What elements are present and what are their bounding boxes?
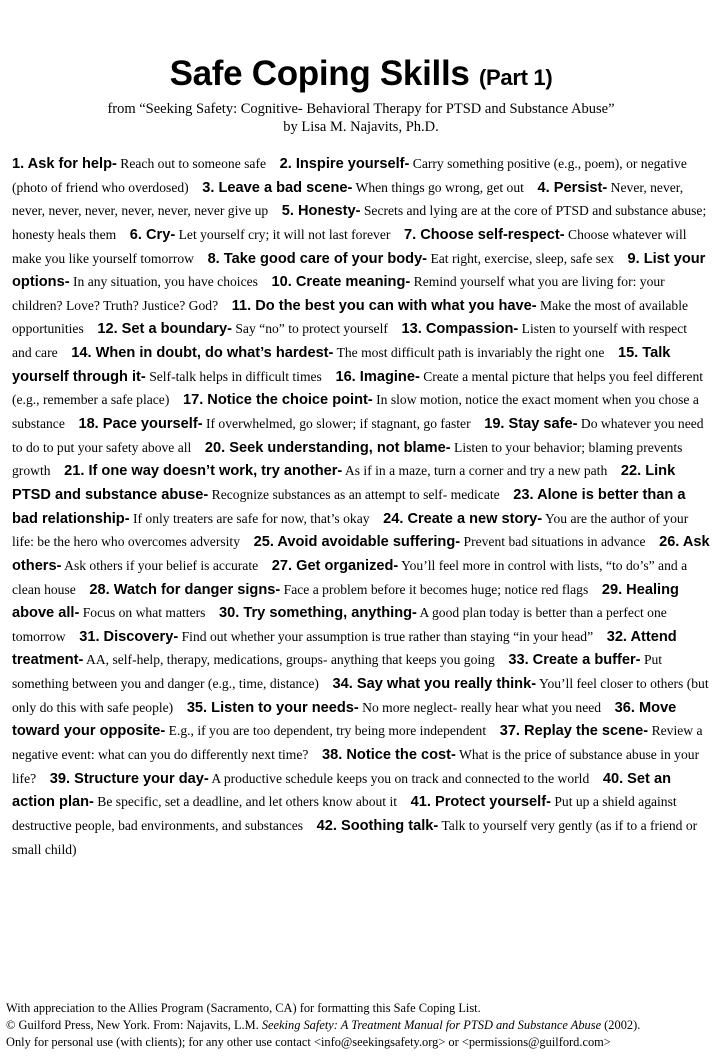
skill-title: 18. Pace yourself- — [78, 416, 203, 433]
skill-title: 31. Discovery- — [79, 628, 179, 645]
skill-separator — [308, 747, 322, 762]
skill-description: Recognize substances as an attempt to self- medicate — [211, 486, 500, 502]
skill-item — [79, 629, 593, 644]
skill-title: 27. Get organized- — [271, 557, 399, 574]
skill-item — [50, 771, 590, 786]
skill-title: 30. Try something, anything- — [219, 605, 417, 622]
skill-item — [78, 416, 470, 431]
skill-separator — [397, 794, 411, 809]
skill-item — [187, 700, 601, 715]
skill-item — [97, 321, 388, 336]
skill-item — [254, 534, 646, 549]
skill-separator — [390, 227, 404, 242]
skill-separator — [303, 818, 317, 833]
skill-separator — [500, 487, 514, 502]
skill-description: Say “no” to protect yourself — [235, 321, 388, 337]
skill-separator — [194, 251, 208, 266]
skill-description: Be specific, set a deadline, and let others know about it — [97, 794, 398, 810]
skill-description: Put something between you and danger (e.g., time, distance) — [12, 652, 663, 692]
footer-appreciation: With appreciation to the Allies Program (Sacramento, CA) for formatting this Safe Coping List. — [6, 1000, 481, 1015]
skill-description: Never, never, never, never, never, never, never, never give up — [12, 179, 684, 219]
skill-separator — [205, 605, 219, 620]
skill-description: In slow motion, notice the exact moment when you chose a substance — [12, 392, 699, 432]
skill-separator — [607, 463, 621, 478]
footer-copyright — [6, 1017, 716, 1033]
skill-description: The most difficult path is invariably the right one — [336, 345, 605, 361]
skill-title: 16. Imagine- — [335, 368, 420, 385]
skill-separator — [268, 203, 282, 218]
skill-separator — [486, 723, 500, 738]
skill-description: When things go wrong, get out — [355, 179, 524, 195]
skill-separator — [645, 534, 659, 549]
skill-title: 41. Protect yourself- — [410, 794, 551, 811]
subtitle: from “Seeking Safety: Cognitive- Behavioral Therapy for PTSD and Substance Abuse” — [107, 100, 615, 117]
skill-separator — [588, 582, 602, 597]
skill-title: 10. Create meaning- — [271, 274, 411, 291]
skill-title: 1. Ask for help- — [12, 156, 117, 172]
skill-description: Secrets and lying are at the core of PTSD and substance abuse; honesty heals them — [12, 203, 707, 242]
skill-title: 24. Create a new story- — [383, 510, 543, 527]
skill-item — [208, 251, 614, 266]
skill-separator — [614, 251, 628, 266]
skill-separator — [258, 558, 272, 573]
skill-description: Choose whatever will make you like yourself tomorrow — [12, 226, 687, 266]
footer-copyright-post: (2002). — [601, 1018, 641, 1033]
skill-title: 14. When in doubt, do what’s hardest- — [71, 345, 334, 362]
skill-description: If overwhelmed, go slower; if stagnant, go faster — [205, 416, 471, 432]
skill-title: 29. Healing above all- — [12, 581, 679, 622]
skill-separator — [51, 463, 65, 478]
skill-separator — [173, 700, 187, 715]
skill-description: Listen to your behavior; blaming prevents growth — [12, 439, 683, 479]
skill-separator — [471, 416, 485, 431]
skill-title: 12. Set a boundary- — [97, 321, 232, 338]
skill-description: Focus on what matters — [82, 605, 206, 621]
skill-separator — [266, 156, 280, 171]
skill-description: Self-talk helps in difficult times — [149, 368, 322, 384]
skill-separator — [258, 274, 272, 289]
skill-separator — [524, 180, 538, 195]
skill-title: 36. Move toward your opposite- — [12, 699, 677, 740]
skill-description: A productive schedule keeps you on track and connected to the world — [211, 770, 590, 786]
skill-description: Ask others if your belief is accurate — [64, 557, 259, 573]
skill-description: Review a negative event: what can you do differently next time? — [12, 723, 703, 763]
skill-separator — [76, 582, 90, 597]
skill-title: 26. Ask others- — [12, 534, 710, 574]
skill-description: Listen to yourself with respect and care — [12, 321, 688, 361]
title-main-text: Safe Coping Skills — [169, 54, 470, 93]
skill-separator — [36, 771, 50, 786]
skill-separator — [218, 298, 232, 313]
skill-title: 7. Choose self-respect- — [404, 226, 565, 243]
skill-separator — [601, 700, 615, 715]
skill-description: Make the most of available opportunities — [12, 297, 689, 337]
skill-separator — [116, 227, 130, 242]
title-part-text: (Part 1) — [478, 65, 553, 90]
skill-title: 2. Inspire yourself- — [279, 156, 410, 172]
title-block — [12, 56, 710, 136]
skill-description: Let yourself cry; it will not last forever — [178, 226, 391, 242]
skill-separator — [84, 321, 98, 336]
skill-title: 22. Link PTSD and substance abuse- — [12, 463, 676, 503]
skills-list — [12, 153, 710, 861]
skill-description: No more neglect- really hear what you need — [362, 699, 602, 715]
skill-description: AA, self-help, therapy, medications, groups- anything that keeps you going — [86, 652, 495, 668]
footer — [6, 1000, 716, 1050]
page-title — [12, 56, 710, 93]
skill-title: 23. Alone is better than a bad relationship- — [12, 486, 686, 527]
skill-title: 19. Stay safe- — [484, 416, 578, 433]
skill-separator — [388, 321, 402, 336]
skill-title: 38. Notice the cost- — [322, 747, 456, 764]
skill-description: Do whatever you need to do to put your safety above all — [12, 416, 704, 455]
skill-description: If only treaters are safe for now, that’s okay — [132, 510, 370, 526]
copyright-icon: © — [6, 1018, 16, 1033]
skill-description: A good plan today is better than a perfect one tomorrow — [12, 605, 667, 644]
skill-title: 21. If one way doesn’t work, try another- — [64, 463, 343, 480]
skill-description: Put up a shield against destructive people, bad environments, and substances — [12, 794, 677, 833]
skill-description: You’ll feel more in control with lists, “to do’s” and a clean house — [12, 557, 688, 597]
skill-title: 20. Seek understanding, not blame- — [204, 439, 451, 456]
skill-title: 4. Persist- — [537, 179, 608, 196]
skill-description: Face a problem before it becomes huge; notice red flags — [283, 581, 589, 597]
skill-separator — [495, 652, 509, 667]
skill-title: 3. Leave a bad scene- — [202, 179, 353, 196]
skill-separator — [58, 345, 72, 360]
skill-title: 13. Compassion- — [401, 321, 519, 338]
skill-title: 17. Notice the choice point- — [182, 392, 373, 409]
skill-description: Create a mental picture that helps you feel different (e.g., remember a safe place) — [12, 368, 704, 408]
skill-title: 11. Do the best you can with what you have- — [231, 297, 537, 314]
skill-item — [12, 156, 266, 171]
skill-separator — [593, 629, 607, 644]
skill-title: 5. Honesty- — [281, 203, 361, 220]
footer-copyright-pre: Guilford Press, New York. From: Najavits, L.M. — [15, 1018, 262, 1033]
skill-title: 42. Soothing talk- — [316, 817, 439, 834]
skill-title: 35. Listen to your needs- — [186, 699, 359, 716]
skill-item — [130, 227, 391, 242]
skill-description: Reach out to someone safe — [120, 156, 267, 171]
skill-title: 9. List your options- — [12, 250, 706, 291]
skill-description: Prevent bad situations in advance — [463, 534, 646, 550]
skill-title: 15. Talk yourself through it- — [12, 345, 671, 385]
skill-title: 6. Cry- — [129, 226, 176, 243]
skill-description: What is the price of substance abuse in your life? — [12, 747, 700, 786]
skill-description: In any situation, you have choices — [72, 274, 258, 290]
skill-separator — [169, 392, 183, 407]
author-line: by Lisa M. Najavits, Ph.D. — [283, 118, 439, 135]
skill-separator — [319, 676, 333, 691]
skill-title: 40. Set an action plan- — [12, 770, 671, 811]
skill-title: 8. Take good care of your body- — [207, 250, 428, 267]
skill-item — [71, 345, 604, 360]
skill-description: You’ll feel closer to others (but only do this with safe people) — [12, 676, 709, 715]
skill-separator — [66, 629, 80, 644]
skill-separator — [189, 180, 203, 195]
skill-item — [89, 582, 588, 597]
skill-title: 25. Avoid avoidable suffering- — [253, 534, 461, 551]
skill-description: Eat right, exercise, sleep, safe sex — [430, 250, 614, 266]
skill-title: 34. Say what you really think- — [332, 676, 537, 693]
skill-description: E.g., if you are too dependent, try being more independent — [168, 723, 487, 739]
skill-separator — [604, 345, 618, 360]
skill-title: 32. Attend treatment- — [12, 628, 677, 669]
skill-description: Carry something positive (e.g., poem), or negative (photo of friend who overdosed) — [12, 156, 687, 195]
footer-book-title: Seeking Safety: A Treatment Manual for PTSD and Substance Abuse — [261, 1018, 602, 1033]
skill-description: Find out whether your assumption is true rather than staying “in your head” — [181, 628, 594, 644]
skill-separator — [322, 369, 336, 384]
skill-description: Remind yourself what you are living for: your children? Love? Truth? Justice? God? — [12, 274, 665, 313]
footer-permissions: Only for personal use (with clients); for any other use contact <info@seekingsafety.org> or <permissions@guilford.com> — [6, 1034, 611, 1049]
skill-separator — [589, 771, 603, 786]
skill-separator — [240, 534, 254, 549]
skill-title: 28. Watch for danger signs- — [89, 581, 281, 598]
skill-separator — [370, 511, 384, 526]
skill-item — [202, 180, 524, 195]
skill-description: You are the author of your life: be the hero who overcomes adversity — [12, 510, 689, 550]
skill-title: 33. Create a buffer- — [508, 652, 641, 669]
skill-item — [64, 463, 607, 478]
skill-title: 37. Replay the scene- — [499, 723, 649, 740]
skill-title: 39. Structure your day- — [49, 770, 209, 787]
skill-separator — [65, 416, 79, 431]
skill-separator — [191, 440, 205, 455]
skill-description: Talk to yourself very gently (as if to a friend or small child) — [12, 817, 698, 857]
skill-description: As if in a maze, turn a corner and try a new path — [344, 463, 608, 479]
